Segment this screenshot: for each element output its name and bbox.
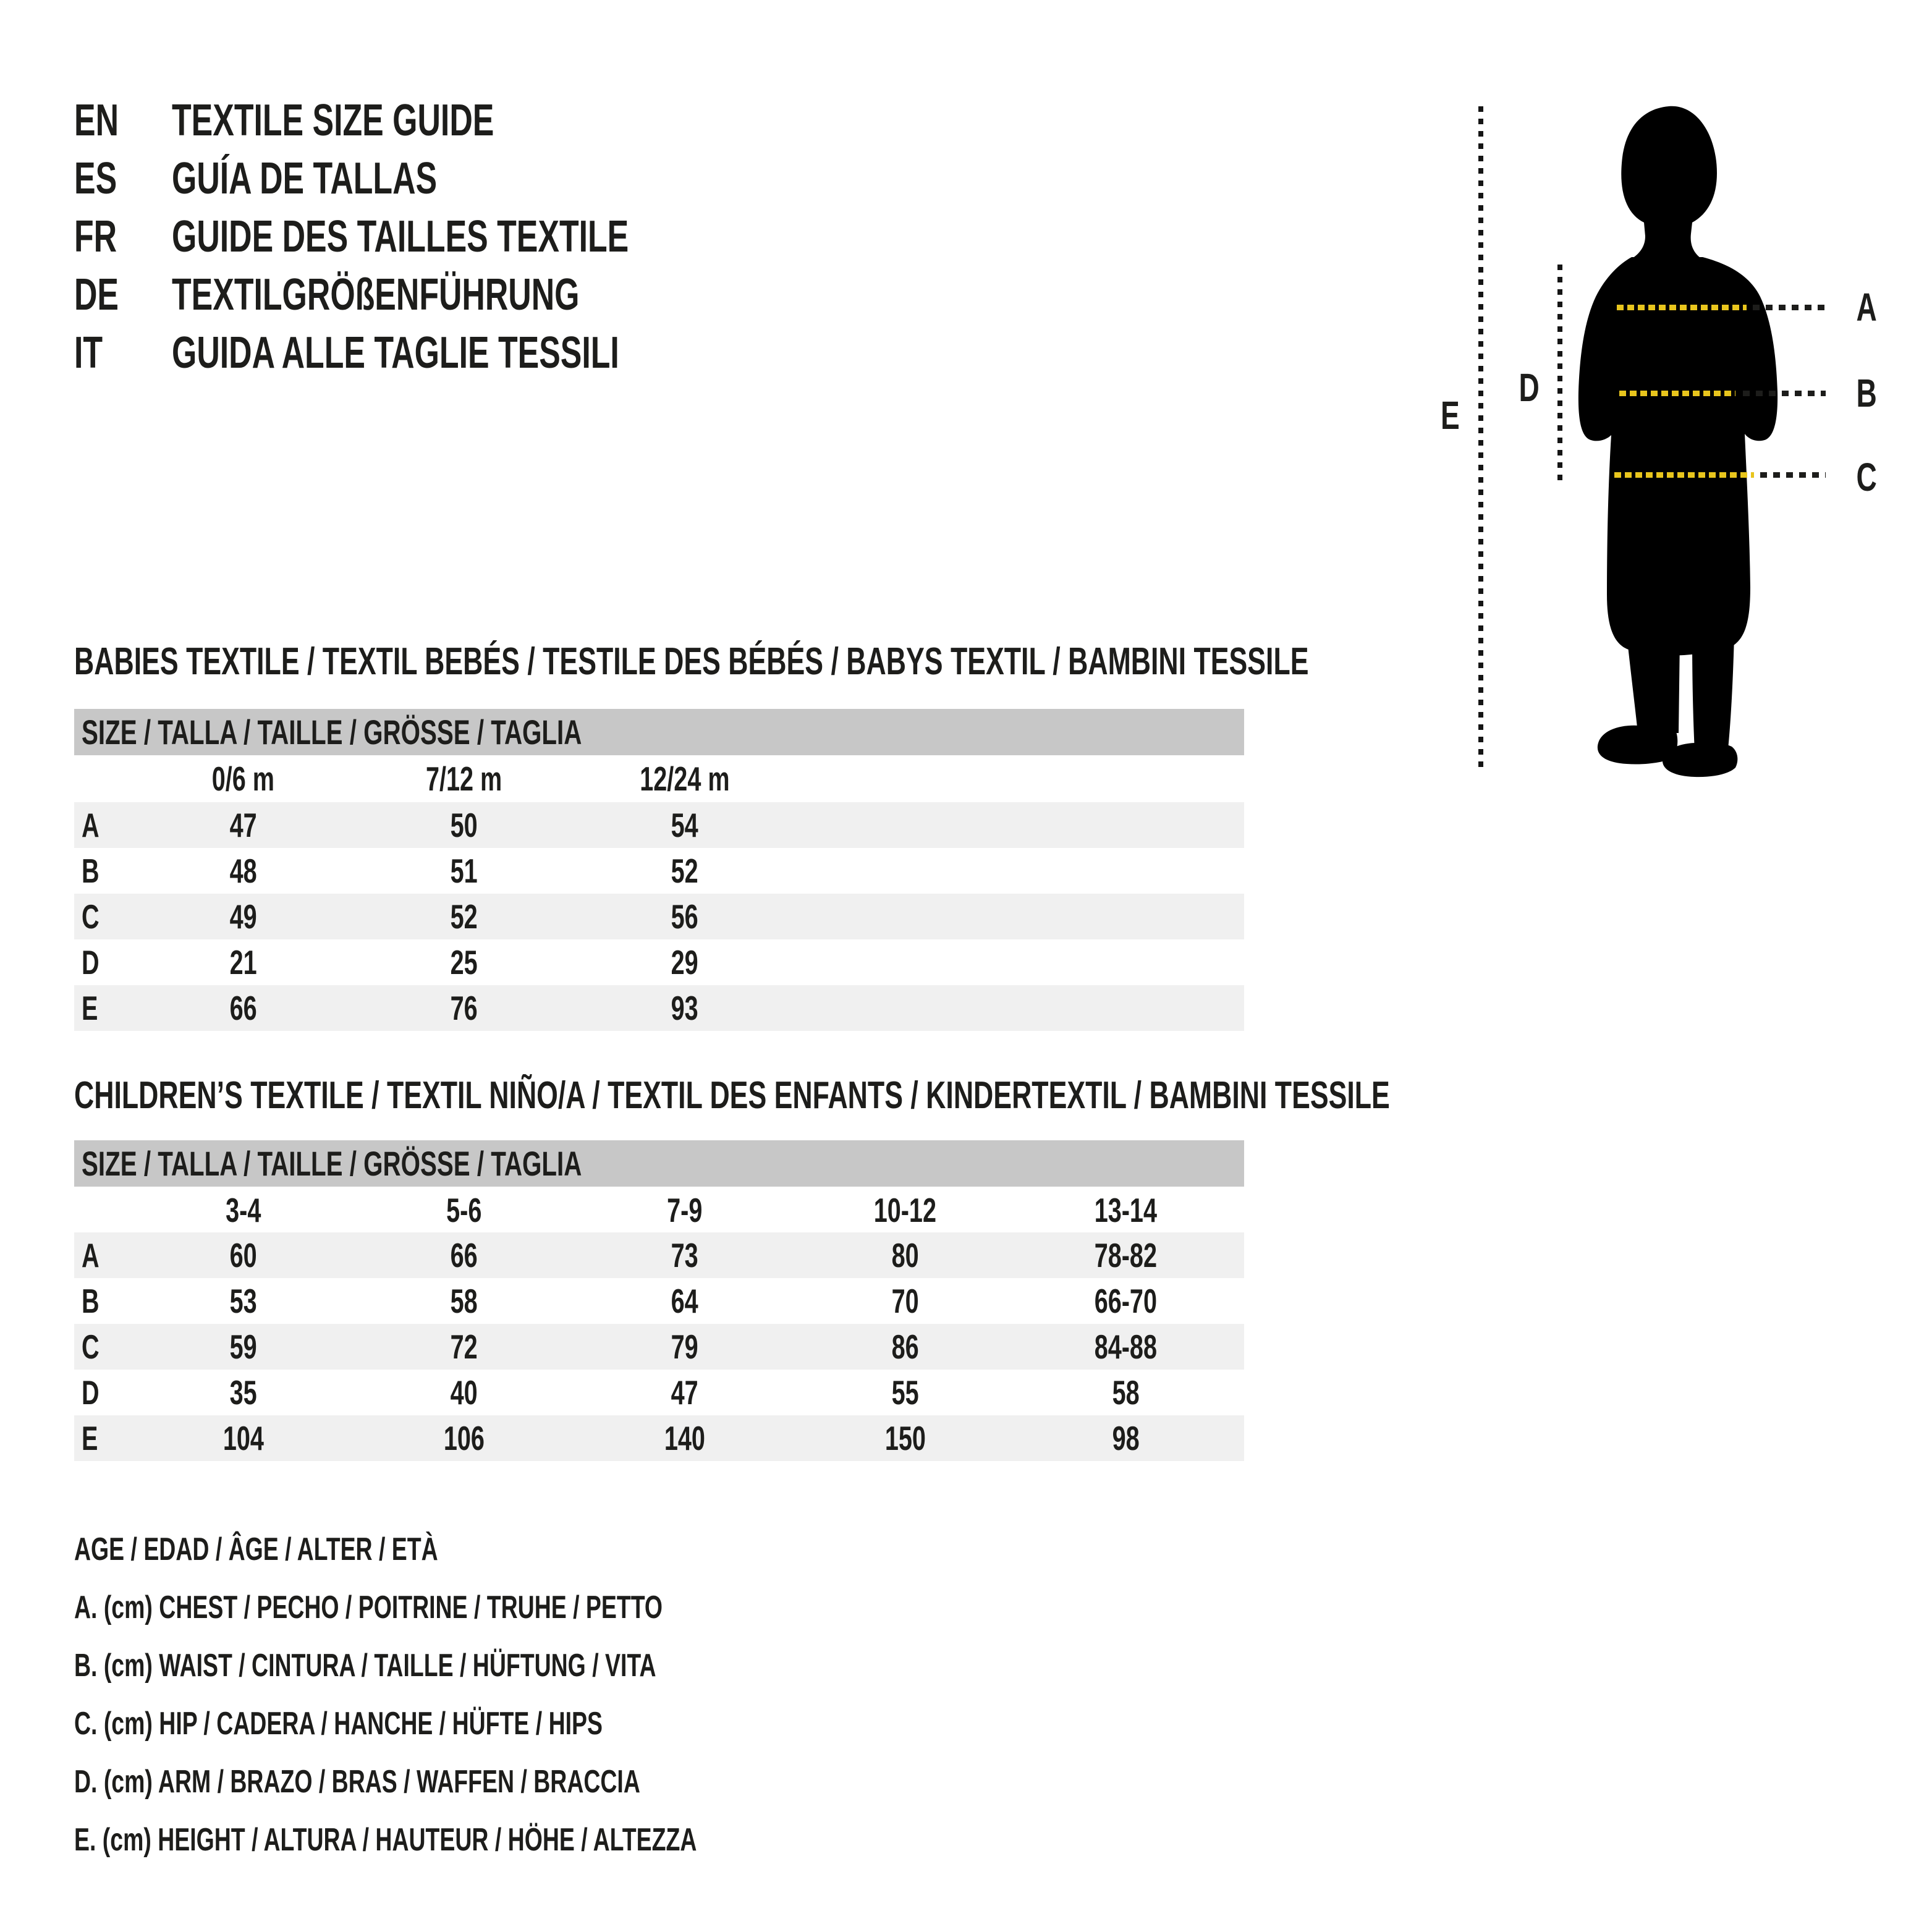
babies-row-d [74,939,1244,985]
lang-code-de: DE [74,270,119,320]
value-cell: 72 [450,1328,478,1366]
value-cell: 52 [671,852,698,890]
value-cell: 47 [229,806,257,844]
figure-label-a: A [1856,285,1877,329]
children-row-c [74,1324,1244,1370]
value-cell: 140 [664,1419,705,1457]
children-row-d [74,1370,1244,1415]
children-col-13-14: 13-14 [1094,1191,1158,1229]
header-line-it [74,324,807,382]
babies-row-a [74,802,1244,848]
babies-col-12-24m: 12/24 m [639,760,730,798]
value-cell: 54 [671,806,698,844]
figure-label-d: D [1519,365,1540,410]
row-label: C [82,897,100,936]
chest-measure-dash-a [1617,305,1747,310]
children-col-5-6: 5-6 [446,1191,482,1229]
children-section-title: CHILDREN’S TEXTILE / TEXTIL NIÑO/A / TEXTIL DES ENFANTS / KINDERTEXTIL / BAMBINI TESSILE [74,1074,1390,1117]
children-col-7-9: 7-9 [666,1191,703,1229]
row-label: D [82,1373,100,1412]
value-cell: 150 [884,1419,926,1457]
children-column-headers [74,1187,1244,1234]
value-cell: 104 [222,1419,264,1457]
value-cell: 86 [891,1328,919,1366]
value-cell: 51 [450,852,478,890]
lang-code-it: IT [74,328,103,378]
value-cell: 98 [1112,1419,1140,1457]
title-de: TEXTILGRÖßENFÜHRUNG [172,270,580,320]
row-label: D [82,943,100,981]
legend-waist: B. (cm) WAIST / CINTURA / TAILLE / HÜFTUNG / VITA [74,1648,656,1684]
row-label: A [82,1236,100,1274]
value-cell: 50 [450,806,478,844]
lang-code-es: ES [74,154,117,203]
children-col-spacer [74,1187,133,1234]
figure-label-e: E [1440,393,1460,438]
value-cell: 66 [450,1236,478,1274]
hip-extension-dash-c [1760,472,1826,478]
legend-chest: A. (cm) CHEST / PECHO / POITRINE / TRUHE / PETTO [74,1590,663,1625]
babies-column-headers [74,755,1244,802]
value-cell: 55 [891,1373,919,1412]
value-cell: 56 [671,897,698,936]
figure-label-b: B [1856,371,1877,415]
children-col-3-4: 3-4 [225,1191,261,1229]
babies-row-b [74,848,1244,894]
language-title-list [74,91,807,382]
value-cell: 58 [450,1282,478,1320]
value-cell: 66 [229,989,257,1027]
value-cell: 84-88 [1094,1328,1158,1366]
legend-hip: C. (cm) HIP / CADERA / HANCHE / HÜFTE / HIPS [74,1706,603,1742]
value-cell: 49 [229,897,257,936]
value-cell: 93 [671,989,698,1027]
title-es: GUÍA DE TALLAS [172,154,438,203]
value-cell: 21 [229,943,257,981]
value-cell: 64 [671,1282,698,1320]
value-cell: 78-82 [1094,1236,1158,1274]
measurement-legend [74,1520,939,1869]
header-line-de [74,266,807,324]
value-cell: 53 [229,1282,257,1320]
value-cell: 47 [671,1373,698,1412]
legend-age: AGE / EDAD / ÂGE / ALTER / ETÀ [74,1532,438,1567]
value-cell: 29 [671,943,698,981]
row-label: E [82,989,98,1027]
value-cell: 73 [671,1236,698,1274]
children-col-10-12: 10-12 [873,1191,937,1229]
children-row-b [74,1278,1244,1324]
value-cell: 70 [891,1282,919,1320]
header-line-es [74,150,807,208]
babies-col-7-12m: 7/12 m [425,760,502,798]
lang-code-en: EN [74,96,119,145]
hip-measure-dash-c [1614,472,1754,478]
babies-row-c [74,894,1244,939]
value-cell: 80 [891,1236,919,1274]
babies-section-title: BABIES TEXTILE / TEXTIL BEBÉS / TESTILE DES BÉBÉS / BABYS TEXTIL / BAMBINI TESSILE [74,640,1309,683]
legend-height: E. (cm) HEIGHT / ALTURA / HAUTEUR / HÖHE / ALTEZZA [74,1822,697,1858]
children-size-header-bar: SIZE / TALLA / TAILLE / GRÖSSE / TAGLIA [74,1140,1244,1187]
value-cell: 60 [229,1236,257,1274]
waist-measure-dash-b [1619,391,1735,396]
value-cell: 59 [229,1328,257,1366]
waist-extension-dash-b [1743,391,1826,396]
value-cell: 35 [229,1373,257,1412]
children-row-e [74,1415,1244,1461]
header-line-fr [74,208,807,266]
title-fr: GUIDE DES TAILLES TEXTILE [172,212,629,261]
value-cell: 76 [450,989,478,1027]
value-cell: 58 [1112,1373,1140,1412]
value-cell: 106 [443,1419,485,1457]
title-en: TEXTILE SIZE GUIDE [172,96,494,145]
value-cell: 48 [229,852,257,890]
value-cell: 52 [450,897,478,936]
value-cell: 25 [450,943,478,981]
header-line-en [74,91,807,150]
row-label: B [82,1282,100,1320]
babies-row-e [74,985,1244,1031]
arm-measure-line-d [1557,265,1562,487]
babies-size-header-bar: SIZE / TALLA / TAILLE / GRÖSSE / TAGLIA [74,709,1244,755]
silhouette-torso [1578,257,1777,656]
title-it: GUIDA ALLE TAGLIE TESSILI [172,328,619,378]
value-cell: 79 [671,1328,698,1366]
silhouette-right-shoe [1663,742,1737,777]
row-label: E [82,1419,98,1457]
silhouette-head [1621,106,1717,260]
figure-label-c: C [1856,455,1877,499]
chest-extension-dash-a [1753,305,1826,310]
lang-code-fr: FR [74,212,117,261]
row-label: C [82,1328,100,1366]
row-label: B [82,852,100,890]
babies-col-0-6m: 0/6 m [211,760,275,798]
legend-arm: D. (cm) ARM / BRAZO / BRAS / WAFFEN / BRACCIA [74,1764,640,1800]
children-row-a [74,1232,1244,1278]
value-cell: 40 [450,1373,478,1412]
babies-col-spacer [74,755,133,802]
value-cell: 66-70 [1094,1282,1158,1320]
row-label: A [82,806,100,844]
